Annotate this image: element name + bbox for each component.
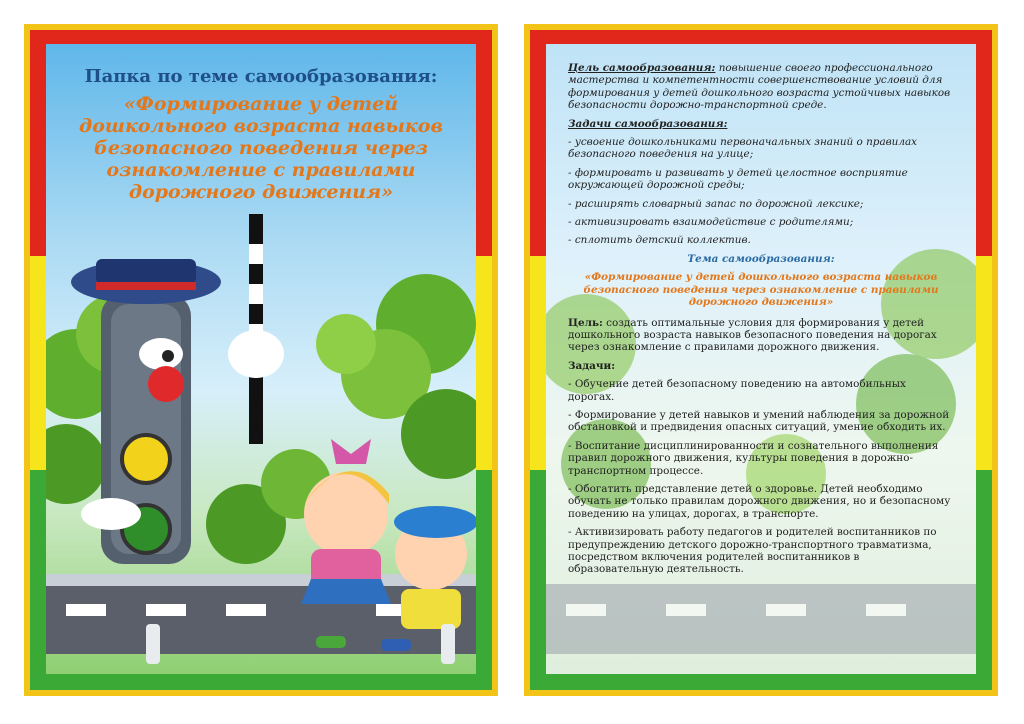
goal-text: повышение своего профессионального мастерства и компетентности совершенствование условий для формирования у детей дошкольного возраста устойчивых навыков безопасности дорожно-транспортной среде.	[568, 62, 951, 112]
tasks-label: Задачи самообразования:	[568, 117, 728, 130]
task2-item: - Обучение детей безопасному поведению на автомобильных дорогах.	[568, 378, 906, 403]
left-title-block	[46, 66, 476, 203]
goal-paragraph	[568, 62, 954, 112]
task-item: - активизировать взаимодействие с родителями;	[568, 216, 854, 229]
left-title-line: ознакомление с правилами	[106, 159, 416, 181]
task2-item: - Активизировать работу педагогов и родителей воспитанников по предупреждению детского дорожно-транспортного травматизма, посредством включения родителей воспитанников в образовательную деятельность.	[568, 526, 937, 576]
goal2-label: Цель:	[568, 316, 603, 329]
task-item: - сплотить детский коллектив.	[568, 234, 751, 247]
task-item: - усвоение дошкольниками первоначальных знаний о правилах безопасного поведения на улице;	[568, 136, 918, 161]
left-heading: Папка по теме самообразования:	[84, 66, 438, 87]
task2-item: - Обогатить представление детей о здоровье. Детей необходимо обучать не только правилам дорожного движения, но и безопасному поведению на улицах, дорогах, в транспорте.	[568, 482, 951, 520]
left-title-line: дошкольного возраста навыков	[79, 115, 443, 137]
topic-text: «Формирование у детей дошкольного возраста навыков безопасного поведения через ознакомление с правилами дорожного движения»	[583, 271, 939, 309]
right-page-panel	[546, 44, 976, 674]
task2-item: - Формирование у детей навыков и умений наблюдения за дорожной обстановкой и предвидения опасных ситуаций, умение обходить их.	[568, 408, 950, 434]
tasks2-label: Задачи:	[568, 359, 616, 372]
left-title	[46, 93, 476, 203]
topic-label: Тема самообразования:	[687, 252, 835, 265]
task-item: - формировать и развивать у детей целостное восприятие окружающей дорожной среды;	[568, 166, 908, 192]
left-page	[24, 24, 498, 696]
right-page	[524, 24, 998, 696]
left-title-line: дорожного движения»	[128, 181, 394, 203]
task-item: - расширять словарный запас по дорожной лексике;	[568, 197, 864, 210]
goal2-text: создать оптимальные условия для формирования у детей дошкольного возраста навыков безопасного поведения на дорогах через ознакомление с правилами дорожного движения.	[568, 316, 937, 354]
left-page-panel	[46, 44, 476, 674]
task2-item: - Воспитание дисциплинированности и сознательного выполнения правил дорожного движения, культуры поведения в дорожно-транспортном процессе.	[568, 439, 939, 477]
right-text-content	[568, 62, 954, 582]
left-title-line: безопасного поведения через	[94, 137, 428, 159]
goal2-paragraph	[568, 317, 954, 354]
left-title-line: «Формирование у детей	[123, 93, 399, 115]
goal-label: Цель самообразования:	[568, 62, 716, 74]
